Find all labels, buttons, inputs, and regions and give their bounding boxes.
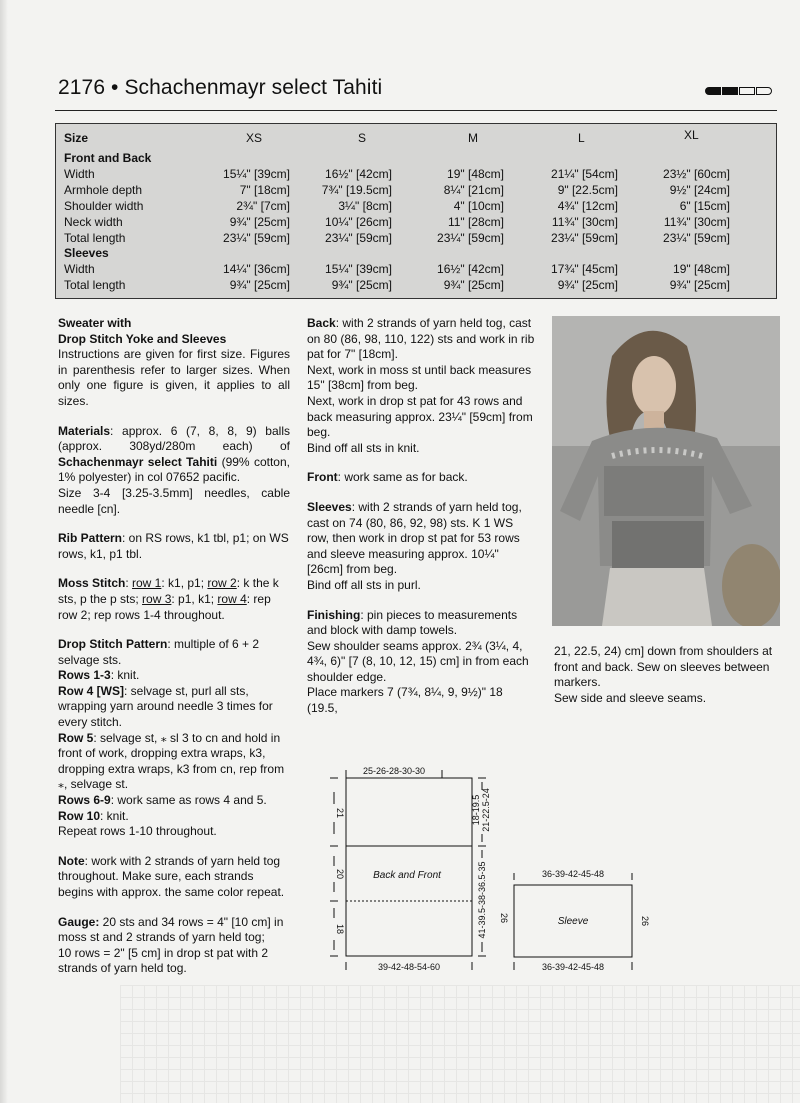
table-cell: 9¾" [25cm] (229, 278, 290, 292)
table-cell: 9¾" [25cm] (443, 278, 504, 292)
bf-left-top: 21 (335, 807, 345, 819)
rows-6-9-label: Rows 6-9 (58, 793, 111, 808)
front-back-heading: Front and Back (64, 151, 152, 165)
page-edge-shadow (0, 0, 8, 1103)
table-cell: 21¼" [54cm] (551, 167, 618, 181)
moss-row-4: row 4 (217, 591, 247, 606)
model-photo (552, 316, 780, 626)
size-header-xs: XS (246, 131, 263, 145)
finishing-text-1: : pin pieces to measurements and block with damp towels. (307, 607, 518, 638)
rib-pattern-text: : on RS rows, k1 tbl, p1; on WS rows, k1, p1 tbl. (58, 531, 289, 561)
pattern-subtitle: Drop Stitch Yoke and Sleeves (58, 331, 227, 346)
materials-text: : approx. 6 (7, 8, 8, 9) balls (approx. 308yd/280m each) of (58, 423, 290, 454)
table-cell: 3¼" [8cm] (338, 199, 392, 213)
moss-text-4: : rep row 2; rep rows 1-4 throughout. (58, 591, 271, 622)
table-cell: 11¾" [30cm] (663, 215, 730, 229)
table-cell: 23¼" [59cm] (663, 231, 730, 245)
drop-stitch-label: Drop Stitch Pattern (58, 637, 168, 652)
materials-text-2: (99% cotton, 1% polyester) in col 07652 pacific. (58, 454, 290, 485)
table-cell: 23¼" [59cm] (325, 231, 392, 245)
moss-text-3: : p1, k1; (171, 591, 218, 606)
table-cell: 4" [10cm] (453, 199, 504, 213)
table-cell: 6" [15cm] (679, 199, 730, 213)
sleeve-top-dim: 36-39-42-45-48 (541, 869, 605, 879)
sleeves-text-1: : with 2 strands of yarn held tog, cast on 74 (80, 86, 92, 98) sts. K 1 WS row, then work in drop st pat for 53 rows and sleeve measuring approx. 10¼" [26cm] from beg. (307, 499, 522, 577)
row-label: Total length (64, 231, 126, 245)
finishing-text-2: Sew shoulder seams approx. 2¾ (3¼, 4, 4¾, 6)" [7 (8, 10, 12, 15) cm] in from each shoulder edge. (307, 638, 529, 684)
gauge-text: 20 sts and 34 rows = 4" [10 cm] in moss st and 2 strands of yarn held tog; (58, 914, 284, 945)
back-text-4: Bind off all sts in knit. (307, 440, 420, 455)
finishing-label: Finishing (307, 607, 361, 622)
model-photo-illustration (552, 316, 780, 626)
repeat-text: Repeat rows 1-10 throughout. (58, 824, 217, 839)
sleeves-heading: Sleeves (64, 246, 109, 260)
sleeve-label: Sleeve (557, 916, 589, 927)
rows-6-9-text: : work same as rows 4 and 5. (110, 793, 267, 808)
bf-left-bot: 18 (335, 923, 345, 935)
rows-1-3-label: Rows 1-3 (58, 668, 111, 683)
table-cell: 9¾" [25cm] (229, 215, 290, 229)
gauge-text-2: 10 rows = 2" [5 cm] in drop st pat with 2 strands of yarn held tog. (58, 945, 269, 976)
size-label: Size (64, 131, 89, 145)
sleeve-side-dim: 26 (640, 915, 650, 927)
table-cell: 16½" [42cm] (437, 262, 504, 276)
table-cell: 7" [18cm] (239, 183, 290, 197)
row-10-label: Row 10 (58, 808, 101, 823)
materials-brand: Schachenmayr select Tahiti (58, 454, 218, 469)
drop-stitch-text: : multiple of 6 + 2 selvage sts. (58, 637, 260, 667)
table-cell: 19" [48cm] (673, 262, 730, 276)
needles-text: Size 3-4 [3.25-3.5mm] needles, cable needle [cn]. (58, 485, 290, 516)
materials-label: Materials (58, 423, 111, 438)
row-5-text: : selvage st, ⁎ sl 3 to cn and hold in front of work, dropping extra wraps, k3, dropping extra wraps, k3 from cn, rep from ⁎, selvage st. (58, 730, 285, 792)
rib-pattern-label: Rib Pattern (58, 531, 123, 546)
table-cell: 17¾" [45cm] (551, 262, 618, 276)
table-cell: 9" [22.5cm] (557, 183, 618, 197)
back-text-3: Next, work in drop st pat for 43 rows and back measuring approx. 23¼" [59cm] from beg. (307, 393, 533, 440)
table-cell: 11" [28cm] (447, 215, 504, 229)
table-cell: 16½" [42cm] (325, 167, 392, 181)
table-cell: 11¾" [30cm] (551, 215, 618, 229)
bf-label: Back and Front (373, 870, 441, 881)
table-cell: 2¾" [7cm] (236, 199, 290, 213)
moss-row-1: row 1 (132, 576, 162, 591)
front-text: : work same as for back. (337, 470, 468, 485)
schematic-svg (320, 758, 660, 980)
sleeve-bottom-dim: 36-39-42-45-48 (541, 962, 605, 972)
note-text: : work with 2 strands of yarn held tog throughout. Make sure, each strands begins with approx. the same color repeat. (58, 853, 285, 899)
moss-row-3: row 3 (142, 591, 172, 606)
size-header-xl: XL (684, 128, 699, 142)
note-label: Note (58, 853, 85, 868)
background-grid (120, 985, 800, 1103)
table-cell: 15¼" [39cm] (325, 262, 392, 276)
finishing-text-5: Sew side and sleeve seams. (554, 690, 707, 705)
back-text-1: : with 2 strands of yarn held tog, cast on 80 (86, 98, 110, 122) sts and work in rib pat for 7" [18cm]. (307, 316, 535, 362)
size-header-l: L (578, 131, 585, 145)
bf-left-mid: 20 (335, 868, 345, 880)
row-label: Shoulder width (64, 199, 144, 213)
rows-1-3-text: : knit. (110, 668, 140, 683)
table-cell: 23¼" [59cm] (223, 231, 290, 245)
bf-right-long: 41-39.5-38-36.5-35 (477, 861, 487, 939)
table-cell: 9½" [24cm] (669, 183, 730, 197)
header-divider (55, 110, 777, 111)
back-label: Back (307, 316, 336, 330)
moss-row-2: row 2 (207, 576, 237, 591)
bf-right-top-2: 21-22.5-24 (481, 788, 491, 832)
back-text-2: Next, work in moss st until back measures 15" [38cm] from beg. (307, 362, 532, 393)
schematic-diagram (320, 758, 660, 985)
row-4-text: : selvage st, purl all sts, wrapping yarn around needle 3 times for every stitch. (58, 683, 273, 730)
page-title: 2176 • Schachenmayr select Tahiti (58, 76, 383, 99)
bf-bottom-dim: 39-42-48-54-60 (377, 962, 441, 972)
row-4-label: Row 4 [WS] (58, 683, 124, 698)
finishing-text-3: Place markers 7 (7¾, 8¼, 9, 9½)" 18 (19.5, (307, 685, 503, 716)
table-cell: 14¼" [36cm] (223, 262, 290, 276)
row-label: Armhole depth (64, 183, 143, 197)
bf-top-dim: 25-26-28-30-30 (362, 766, 426, 776)
instructions-column-3 (554, 644, 786, 706)
table-cell: 8¼" [21cm] (443, 183, 504, 197)
row-label: Width (64, 167, 95, 181)
gauge-label: Gauge: (58, 914, 100, 929)
table-cell: 7¾" [19.5cm] (321, 183, 392, 197)
bf-right-26: 26 (499, 912, 509, 924)
size-header-m: M (468, 131, 478, 145)
table-cell: 15¼" [39cm] (223, 167, 290, 181)
back-front-outline (346, 778, 472, 956)
bf-right-top: 18-19.5 (471, 794, 481, 826)
size-table (55, 123, 777, 299)
moss-stitch-label: Moss Stitch (58, 576, 126, 591)
table-cell: 4¾" [12cm] (557, 199, 618, 213)
moss-text-1: : k1, p1; (161, 576, 208, 591)
table-cell: 23¼" [59cm] (437, 231, 504, 245)
instructions-column-1: Sweater with Drop Stitch Yoke and Sleeves Instructions are given for first size. Figures in parenthesis refer to larger sizes. When only one figure is given, it applies to all sizes. Materials: approx. 6 (7, 8, 8, 9) balls (approx. 308yd/280m each) of Schachenmayr select Tahiti (99% cotton, 1% polyester) in col 07652 pacific. Size 3-4 [3.25-3.5mm] needles, cable needle [cn]. Rib Pattern: on RS rows, k1 tbl, p1; on WS rows, k1, p1 tbl. Moss Stitch: row 1: k1, p1; row 2: k the k sts, p the p sts; row 3: p1, k1; row 4: rep row 2; rep rows 1-4 throughout. Drop Stitch Pattern: multiple of 6 + 2 selvage sts. Rows 1-3: knit. Row 4 [WS]: selvage st, purl all sts, wrapping yarn around needle 3 times for every stitch. Row 5: selvage st, ⁎ sl 3 to cn and hold in front of work, dropping extra wraps, k3, dropping extra wraps, k3 from cn, rep from ⁎, selvage st. Rows 6-9: work same as rows 4 and 5. Row 10: knit. Repeat rows 1-10 throughout. Note: work with 2 strands of yarn held tog throughout. Make sure, each strands begins with approx. the same color repeat. Gauge: 20 sts and 34 rows = 4" [10 cm] in moss st and 2 strands of yarn held tog; 10 rows = 2" [5 cm] in drop st pat with 2 strands of yarn held tog. (58, 316, 290, 976)
sleeves-text-2: Bind off all sts in purl. (307, 577, 421, 592)
table-cell: 10¼" [26cm] (325, 215, 392, 229)
size-header-s: S (358, 131, 367, 145)
front-label: Front (307, 470, 338, 485)
instructions-column-2 (307, 316, 535, 731)
intro-text: Instructions are given for first size. Figures in parenthesis refer to larger sizes. When only one figure is given, it applies to all sizes. (58, 347, 290, 408)
sleeves-label: Sleeves (307, 499, 352, 514)
row-label: Neck width (64, 215, 123, 229)
table-cell: 23¼" [59cm] (551, 231, 618, 245)
finishing-text-4: 21, 22.5, 24) cm] down from shoulders at front and back. Sew on sleeves between markers. (554, 644, 773, 690)
row-label: Total length (64, 278, 126, 292)
pattern-title: Sweater with (58, 316, 132, 330)
table-cell: 9¾" [25cm] (557, 278, 618, 292)
table-cell: 9¾" [25cm] (669, 278, 730, 292)
moss-text-2: : k the k sts, p the p sts; (58, 576, 279, 606)
table-cell: 19" [48cm] (447, 167, 504, 181)
row-5-label: Row 5 (58, 730, 94, 745)
row-10-text: : knit. (100, 808, 129, 823)
table-cell: 9¾" [25cm] (331, 278, 392, 292)
table-cell: 23½" [60cm] (663, 167, 730, 181)
page-indicator-icon (705, 87, 772, 95)
row-label: Width (64, 262, 95, 276)
